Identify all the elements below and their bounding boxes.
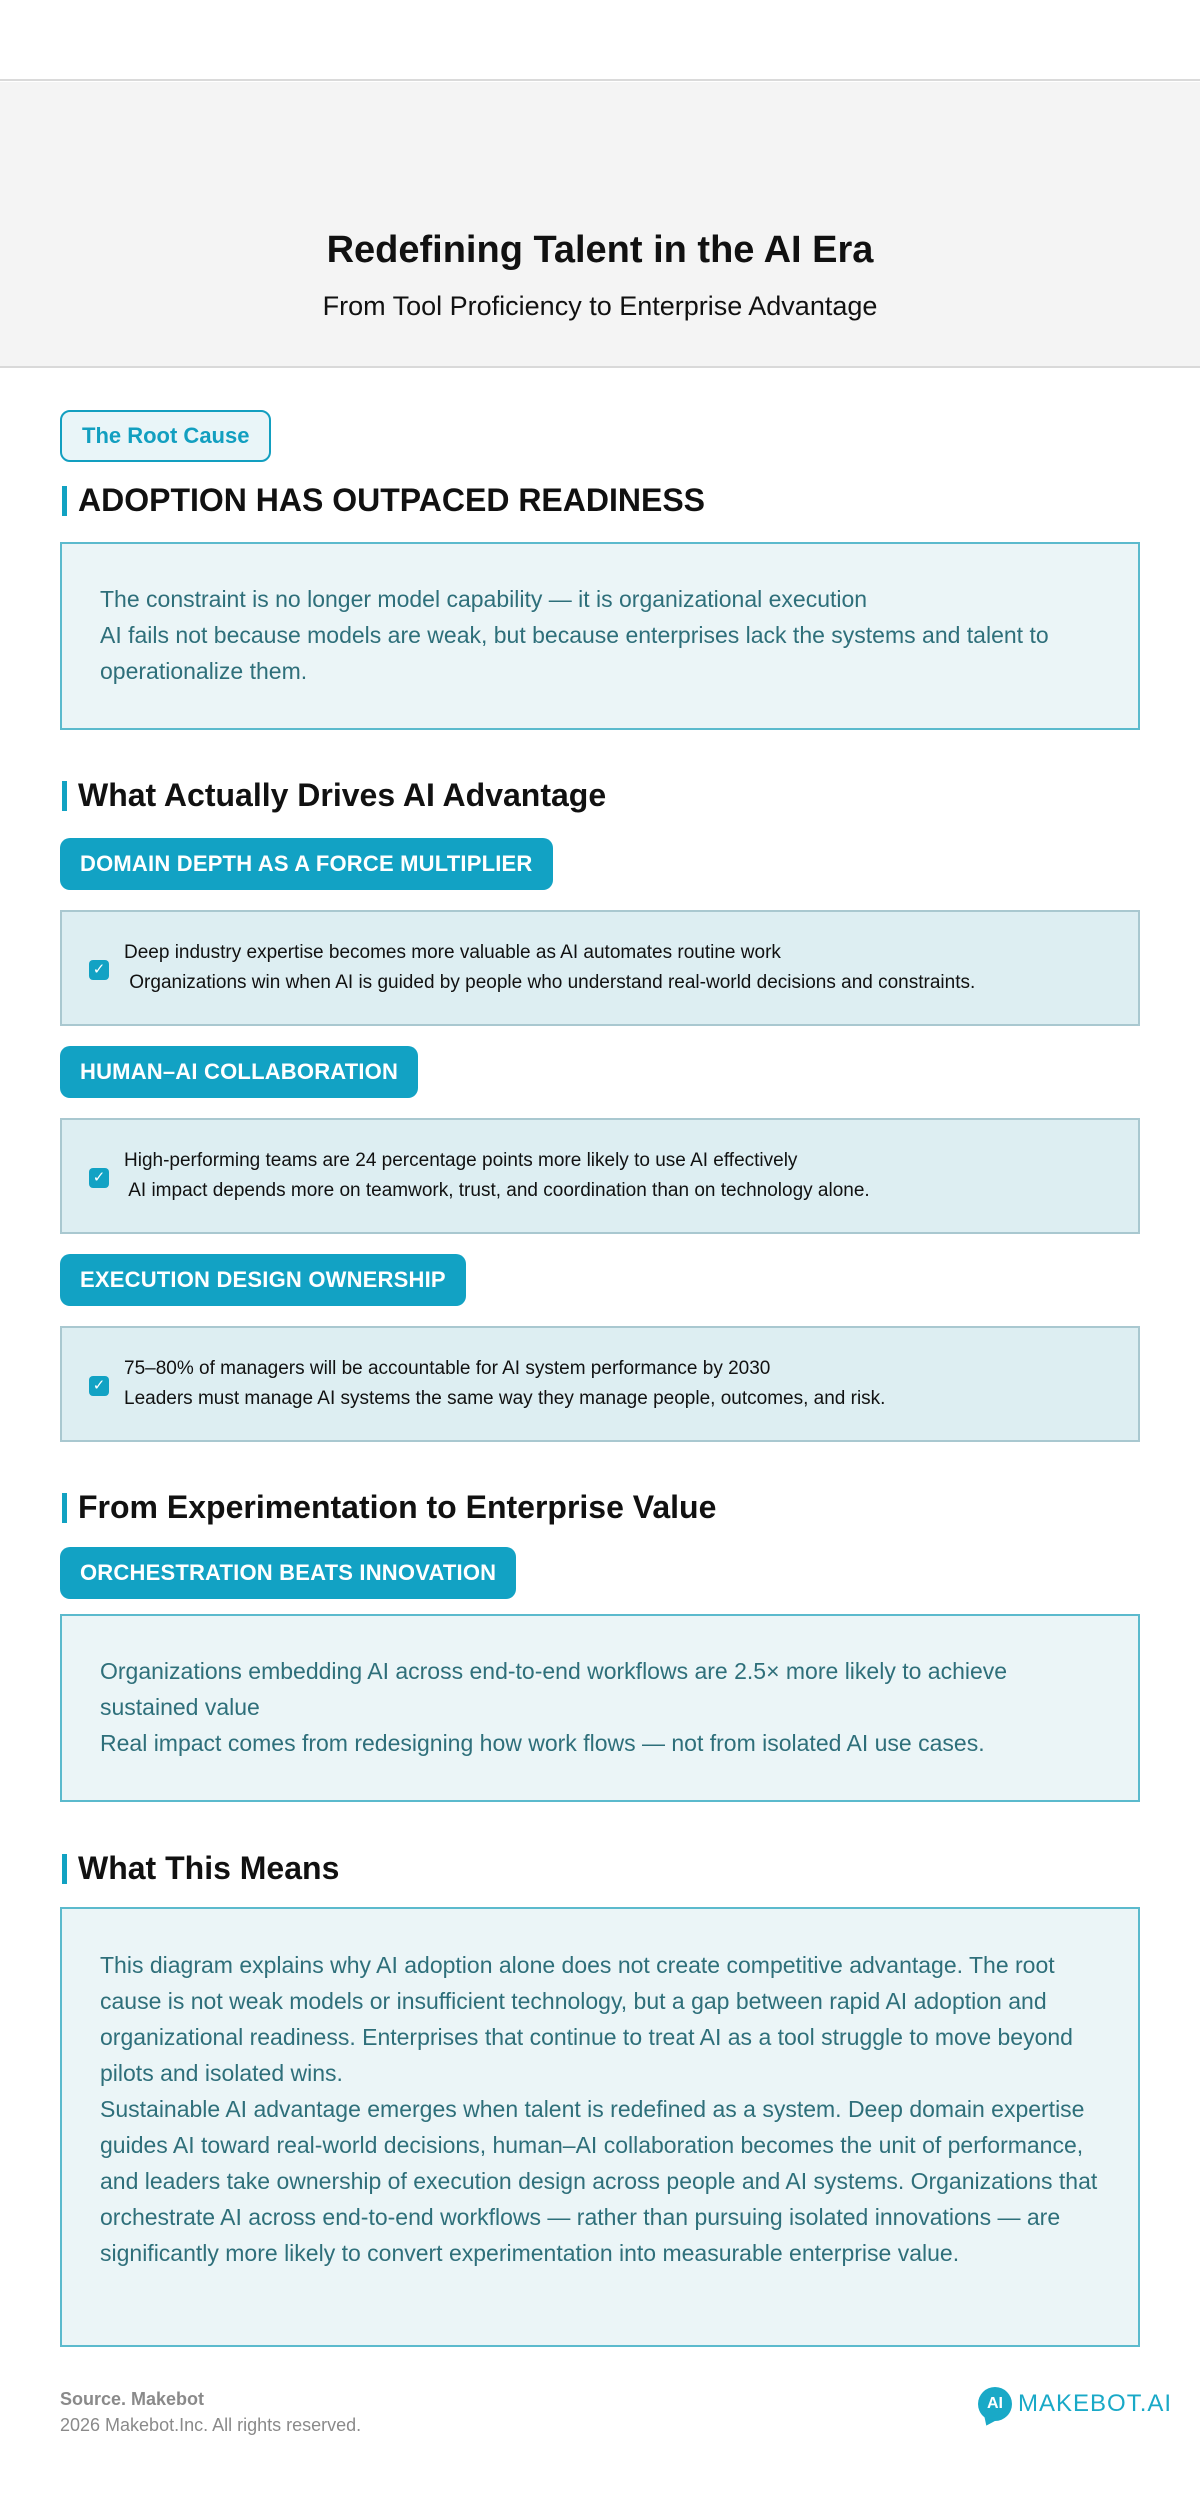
driver-card-line: High-performing teams are 24 percentage points more likely to use AI effectively bbox=[124, 1150, 798, 1171]
page-title: Redefining Talent in the AI Era bbox=[326, 229, 874, 271]
footer-source: Source. Makebot bbox=[60, 2389, 205, 2409]
makebot-logo-icon: AI bbox=[978, 2387, 1012, 2421]
makebot-logo-text: MAKEBOT.AI bbox=[1018, 2390, 1173, 2417]
driver-card-line: Organizations win when AI is guided by people who understand real-world decisions and constraints. bbox=[124, 972, 976, 993]
root-cause-heading: ADOPTION HAS OUTPACED READINESS bbox=[60, 480, 705, 520]
footer-copyright: 2026 Makebot.Inc. All rights reserved. bbox=[60, 2415, 362, 2435]
checkbox-checked-icon[interactable]: ✓ bbox=[89, 960, 109, 980]
makebot-logo[interactable] bbox=[978, 2384, 1172, 2424]
enterprise-label: ORCHESTRATION BEATS INNOVATION bbox=[60, 1547, 516, 1599]
driver-card-domain-depth bbox=[60, 910, 1140, 1026]
root-cause-callout bbox=[60, 542, 1140, 730]
drivers-heading: What Actually Drives AI Advantage bbox=[60, 775, 606, 815]
meaning-text: This diagram explains why AI adoption alone does not create competitive advantage. The root cause is not weak models or insufficient technology, but a gap between rapid AI adoption and organizational readiness. Enterprises that continue to treat AI as a tool struggle to move beyond pilots and isolated wins. Sustainable AI advantage emerges when talent is redefined as a system. Deep domain expertise guides AI toward real-world decisions, human–AI collaboration becomes the unit of performance, and leaders take ownership of execution design across people and AI systems. Organizations that orchestrate AI across end-to-end workflows — rather than pursuing isolated innovations — are significantly more likely to convert experimentation into measurable enterprise value. bbox=[100, 1952, 1098, 2266]
driver-label-execution: EXECUTION DESIGN OWNERSHIP bbox=[60, 1254, 466, 1306]
driver-card-execution bbox=[60, 1326, 1140, 1442]
driver-card-collaboration bbox=[60, 1118, 1140, 1234]
enterprise-callout bbox=[60, 1614, 1140, 1802]
driver-card-line: 75–80% of managers will be accountable for AI system performance by 2030 bbox=[124, 1358, 771, 1379]
driver-card-line: Deep industry expertise becomes more valuable as AI automates routine work bbox=[124, 942, 781, 963]
driver-card-text bbox=[124, 1146, 1124, 1206]
enterprise-heading: From Experimentation to Enterprise Value bbox=[60, 1487, 716, 1527]
meaning-callout bbox=[60, 1907, 1140, 2347]
driver-card-text bbox=[124, 1354, 1124, 1414]
hero-banner bbox=[0, 82, 1200, 368]
enterprise-text: Organizations embedding AI across end-to-end workflows are 2.5× more likely to achieve sustained value Real impact comes from redesigning how work flows — not from isolated AI use cases. bbox=[100, 1658, 1008, 1756]
checkbox-checked-icon[interactable]: ✓ bbox=[89, 1168, 109, 1188]
root-cause-text: The constraint is no longer model capability — it is organizational execution AI fails not because models are weak, but because enterprises lack the systems and talent to operationalize them. bbox=[100, 586, 1049, 684]
driver-label-domain-depth: DOMAIN DEPTH AS A FORCE MULTIPLIER bbox=[60, 838, 553, 890]
root-cause-badge: The Root Cause bbox=[60, 410, 271, 462]
driver-card-line: AI impact depends more on teamwork, trust, and coordination than on technology alone. bbox=[124, 1180, 870, 1201]
checkbox-checked-icon[interactable]: ✓ bbox=[89, 1376, 109, 1396]
page-subtitle: From Tool Proficiency to Enterprise Advantage bbox=[322, 291, 878, 321]
meaning-heading: What This Means bbox=[60, 1848, 339, 1888]
top-bar bbox=[0, 0, 1200, 81]
driver-label-collaboration: HUMAN–AI COLLABORATION bbox=[60, 1046, 418, 1098]
driver-card-text bbox=[124, 938, 1124, 998]
driver-card-line: Leaders must manage AI systems the same way they manage people, outcomes, and risk. bbox=[124, 1388, 886, 1409]
